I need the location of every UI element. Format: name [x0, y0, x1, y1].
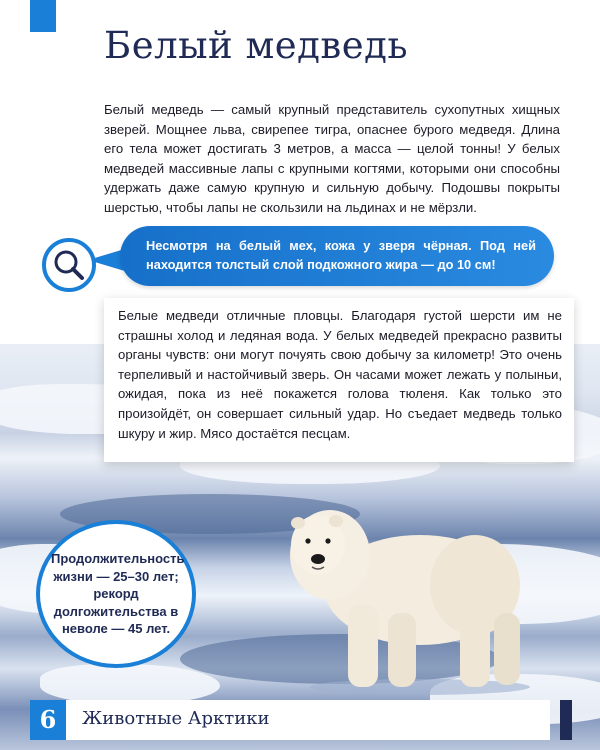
lifespan-badge: [36, 520, 196, 668]
section-title: Животные Арктики: [82, 708, 270, 729]
fact-callout: [36, 224, 556, 304]
magnifier-icon: [42, 238, 96, 292]
page-footer: [30, 700, 550, 740]
callout-text: Несмотря на белый мех, кожа у зверя чёрная. Под ней находится толстый слой подкожного жира — до 10 см!: [146, 238, 536, 272]
lifespan-text: Продолжительность жизни — 25–30 лет; рекорд долгожительства в неволе — 45 лет.: [51, 551, 185, 637]
behavior-paragraph: Белые медведи отличные пловцы. Благодаря густой шерсти им не страшны холод и ледяная вода. У белых медведей прекрасно развиты органы чувств: они могут почуять свою добычу за километр! Это очень терпеливый и настойчивый зверь. Он часами может лежать у полыньи, ожидая, пока из неё покажется голова тюленя. Как только это произойдёт, он совершает сильный удар. Но съедает медведь только шкуру и жир. Мясо достаётся песцам.: [118, 308, 562, 441]
chapter-tab: [560, 700, 572, 740]
polar-bear-image: [270, 495, 530, 695]
page-number: 6: [30, 700, 66, 740]
intro-paragraph: Белый медведь — самый крупный представитель сухопутных хищных зверей. Мощнее льва, свирепее тигра, опаснее бурого медведя. Длина его тела может достигать 3 метров, а масса — целой тонны! У белых медведей массивные лапы с крупными когтями, которыми они способны удержать даже самую крупную и сильную добычу. Подошвы покрыты шерстью, чтобы лапы не скользили на льдинах и не мёрзли.: [104, 102, 560, 215]
page-title: Белый медведь: [104, 24, 409, 67]
top-accent-bar: [30, 0, 56, 32]
